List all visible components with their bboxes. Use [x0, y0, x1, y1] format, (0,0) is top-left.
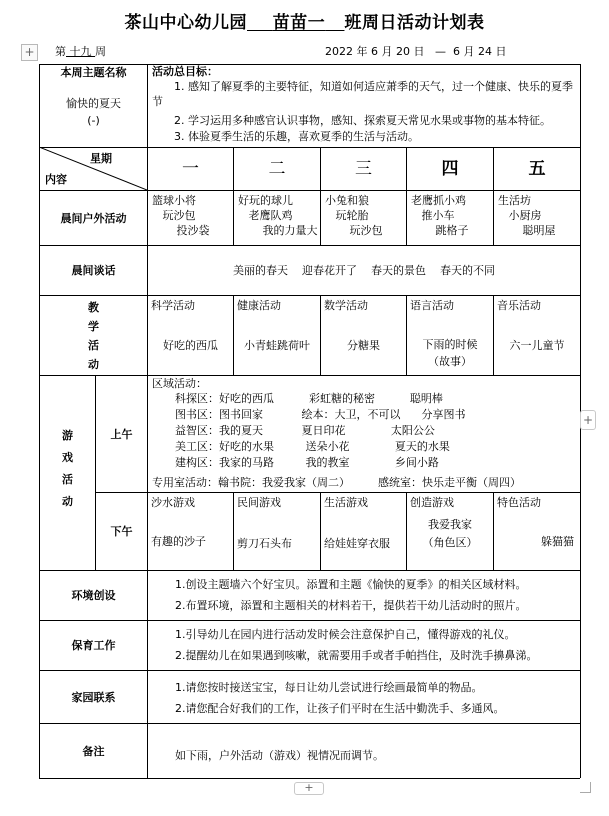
- add-column-button[interactable]: +: [580, 410, 596, 430]
- care-item-1: 1.引导幼儿在园内进行活动发时候会注意保护自己，懂得游戏的礼仪。: [175, 628, 516, 641]
- outdoor-cell-fri: 生活坊 小厨房 聪明屋: [498, 194, 556, 237]
- plan-title: 班周日活动计划表: [344, 13, 485, 33]
- care-label: 保育工作: [71, 639, 116, 652]
- theme-name: 愉快的夏天: [66, 96, 121, 110]
- teaching-name-tue: 小青蛙跳荷叶: [244, 338, 310, 352]
- week-number: 第 十九 周: [55, 45, 106, 58]
- pm-type-thu: 创造游戏: [410, 496, 454, 509]
- pm-name-mon: 有趣的沙子: [151, 535, 206, 548]
- outdoor-cell-wed: 小兔和狼 玩轮胎 玩沙包: [325, 194, 383, 237]
- col-line: [493, 492, 494, 570]
- teaching-type-mon: 科学活动: [151, 299, 195, 312]
- morning-talk-label: 晨间谈话: [71, 264, 116, 277]
- goals-label: 活动总目标：: [152, 65, 218, 78]
- outdoor-cell-mon: 篮球小将 玩沙包 投沙袋: [152, 194, 210, 237]
- area-row-art: 美工区：好吃的水果 送朵小花 夏天的水果: [175, 440, 450, 453]
- teaching-name-mon: 好吃的西瓜: [163, 338, 218, 352]
- weekday-label: 星期: [90, 152, 112, 165]
- area-activities-title: 区域活动：: [152, 377, 207, 390]
- col-line: [320, 492, 321, 570]
- goal-item-2: 2. 学习运用多种感官认识事物，感知、探索夏天常见水果或事物的基本特征。: [174, 114, 551, 127]
- teaching-type-tue: 健康活动: [237, 299, 281, 312]
- theme-label: 本周主题名称: [60, 66, 127, 79]
- home-label: 家园联系: [71, 690, 116, 704]
- date-range: 2022 年 6 月 20 日 — 6 月 24 日: [325, 45, 507, 58]
- care-item-2: 2.提醒幼儿在如果遇到咳嗽，就需要用手或者手帕挡住，及时洗手擤鼻涕。: [175, 649, 538, 662]
- area-row-puzzle: 益智区：我的夏天 夏日印花 太阳公公: [175, 424, 435, 437]
- class-name: 苗苗一: [272, 13, 326, 33]
- environment-label: 环境创设: [71, 589, 116, 602]
- row-line: [95, 492, 580, 493]
- teaching-name-thu: 下雨的时候 （故事）: [422, 338, 478, 368]
- teaching-type-wed: 数学活动: [324, 299, 368, 312]
- day-friday: 五: [528, 158, 546, 179]
- morning-outdoor-label: 晨间户外活动: [60, 211, 127, 225]
- pm-type-tue: 民间游戏: [237, 496, 281, 509]
- games-label: 游 戏 活 动: [62, 429, 73, 508]
- environment-item-1: 1.创设主题墙六个好宝贝。添置和主题《愉快的夏季》的相关区域材料。: [175, 578, 527, 591]
- day-wednesday: 三: [355, 158, 372, 179]
- teaching-name-wed: 分糖果: [347, 338, 380, 352]
- pm-name-fri: 躲猫猫: [541, 535, 574, 548]
- area-row-build: 建构区：我家的马路 我的教室 乡间小路: [175, 456, 439, 469]
- col-line: [233, 492, 234, 570]
- pm-name-tue: 剪刀石头布: [237, 537, 292, 550]
- pm-name-wed: 给娃娃穿衣服: [324, 537, 390, 550]
- add-row-button[interactable]: +: [294, 782, 324, 795]
- teaching-label: 教 学 活 动: [88, 301, 99, 371]
- area-row-science: 科探区：好吃的西瓜 彩虹糖的秘密 聪明棒: [175, 392, 443, 405]
- pm-type-mon: 沙水游戏: [151, 496, 195, 509]
- remarks-content: 如下雨，户外活动（游戏）视情况而调节。: [175, 749, 384, 762]
- theme-part: (-): [87, 113, 100, 127]
- table-resize-handle[interactable]: [580, 782, 591, 793]
- page-title: [0, 8, 609, 33]
- home-item-2: 2.请您配合好我们的工作，让孩子们平时在生活中勤洗手、多通风。: [175, 702, 505, 715]
- games-am-label: 上午: [110, 427, 133, 441]
- goal-item-3: 3. 体验夏季生活的乐趣，喜欢夏季的生活与活动。: [174, 130, 419, 143]
- games-pm-label: 下午: [110, 525, 133, 538]
- outdoor-cell-thu: 老鹰抓小鸡 推小车 跳格子: [411, 194, 469, 237]
- teaching-name-fri: 六一儿童节: [509, 338, 565, 352]
- table-border-bottom: [39, 778, 580, 779]
- area-row-books: 图书区：图书回家 绘本：大卫，不可以 分享图书: [175, 408, 466, 421]
- pm-type-fri: 特色活动: [497, 496, 541, 509]
- pm-name-thu: 我爱我家 （角色区）: [422, 518, 478, 549]
- goal-item-1: 1. 感知了解夏季的主要特征，知道如何适应萧季的天气，过一个健康、快乐的夏季节: [152, 80, 573, 108]
- day-tuesday: 二: [268, 158, 286, 179]
- teaching-type-thu: 语言活动: [410, 299, 454, 312]
- school-name: 茶山中心幼儿园: [124, 13, 248, 33]
- pm-type-wed: 生活游戏: [324, 496, 368, 509]
- special-room-activities: 专用室活动：翰书院：我爱我家（周二） 感统室：快乐走平衡（周四）: [152, 476, 521, 489]
- outdoor-cell-tue: 好玩的球儿 老鹰队鸡 我的力量大: [238, 194, 318, 237]
- remarks-label: 备注: [82, 744, 105, 758]
- morning-talk-content: 美丽的春天 迎春花开了 春天的景色 春天的不同: [233, 264, 495, 277]
- day-monday: 一: [182, 158, 199, 179]
- environment-item-2: 2.布置环境，添置和主题相关的材料若干，提供若干幼儿活动时的照片。: [175, 599, 527, 612]
- content-label: 内容: [45, 173, 67, 186]
- teaching-type-fri: 音乐活动: [497, 299, 541, 312]
- day-thursday: 四: [441, 158, 459, 179]
- home-item-1: 1.请您按时接送宝宝，每日让幼儿尝试进行绘画最简单的物品。: [175, 681, 483, 694]
- table-move-handle[interactable]: +: [21, 44, 38, 61]
